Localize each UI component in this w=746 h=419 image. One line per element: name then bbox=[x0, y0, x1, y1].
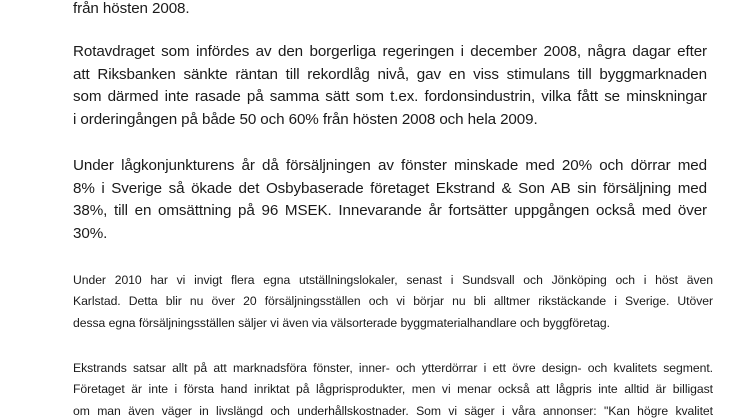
paragraph-line: Rotavdraget som infördes av den borgerliga regeringen i december 2008, några dagar efter bbox=[73, 43, 707, 60]
paragraph-line: Karlstad. Detta blir nu över 20 försäljningsställen och vi börjar nu bli alltmer rikstäckande i Sverige. Utöver bbox=[73, 294, 713, 309]
paragraph-utstallningslokaler bbox=[73, 270, 713, 334]
paragraph-line: som därmed inte rasade på samma sätt som t.ex. fordonsindustrin, vilka fått se minskningar bbox=[73, 88, 707, 106]
paragraph-line: i orderingången på både 50 och 60% från hösten 2008 och hela 2009. bbox=[73, 110, 538, 128]
paragraph-line: 38%, till en omsättning på 96 MSEK. Innevarande år fortsätter uppgången också med över bbox=[73, 202, 707, 220]
paragraph-line: att Riksbanken sänkte räntan till rekordlåg nivå, gav en viss stimulans till byggmarknaden bbox=[73, 65, 707, 83]
paragraph-line: 30%. bbox=[73, 224, 108, 242]
paragraph-rotavdrag bbox=[73, 41, 707, 131]
paragraph-ekstrands-satsar bbox=[73, 358, 713, 419]
paragraph-lagkonjunktur bbox=[73, 155, 707, 245]
paragraph-line: Företaget är inte i första hand inriktat på lågprisprodukter, men vi menar också att lågpris inte alltid är billigast bbox=[73, 382, 713, 397]
paragraph-line: Under 2010 har vi invigt flera egna utställningslokaler, senast i Sundsvall och Jönköping och i höst även bbox=[73, 273, 713, 287]
paragraph-line: Ekstrands satsar allt på att marknadsföra fönster, inner- och ytterdörrar i ett övre design- och kvalitets segment. bbox=[73, 361, 713, 375]
paragraph-line: 8% i Sverige så ökade det Osbybaserade företaget Ekstrand & Son AB sin försäljning med bbox=[73, 179, 707, 197]
paragraph-line: dessa egna försäljningsställen säljer vi även via välsorterade byggmaterialhandlare och byggföretag. bbox=[73, 315, 610, 330]
paragraph-line: Under lågkonjunkturens år då försäljningen av fönster minskade med 20% och dörrar med bbox=[73, 157, 707, 174]
paragraph-line: från hösten 2008. bbox=[73, 0, 190, 17]
paragraph-intro-tail bbox=[73, 0, 707, 21]
paragraph-line: om man även väger in livslängd och underhållskostnader. Som vi säger i våra annonser: "Kan högre kvalitet bbox=[73, 403, 713, 418]
